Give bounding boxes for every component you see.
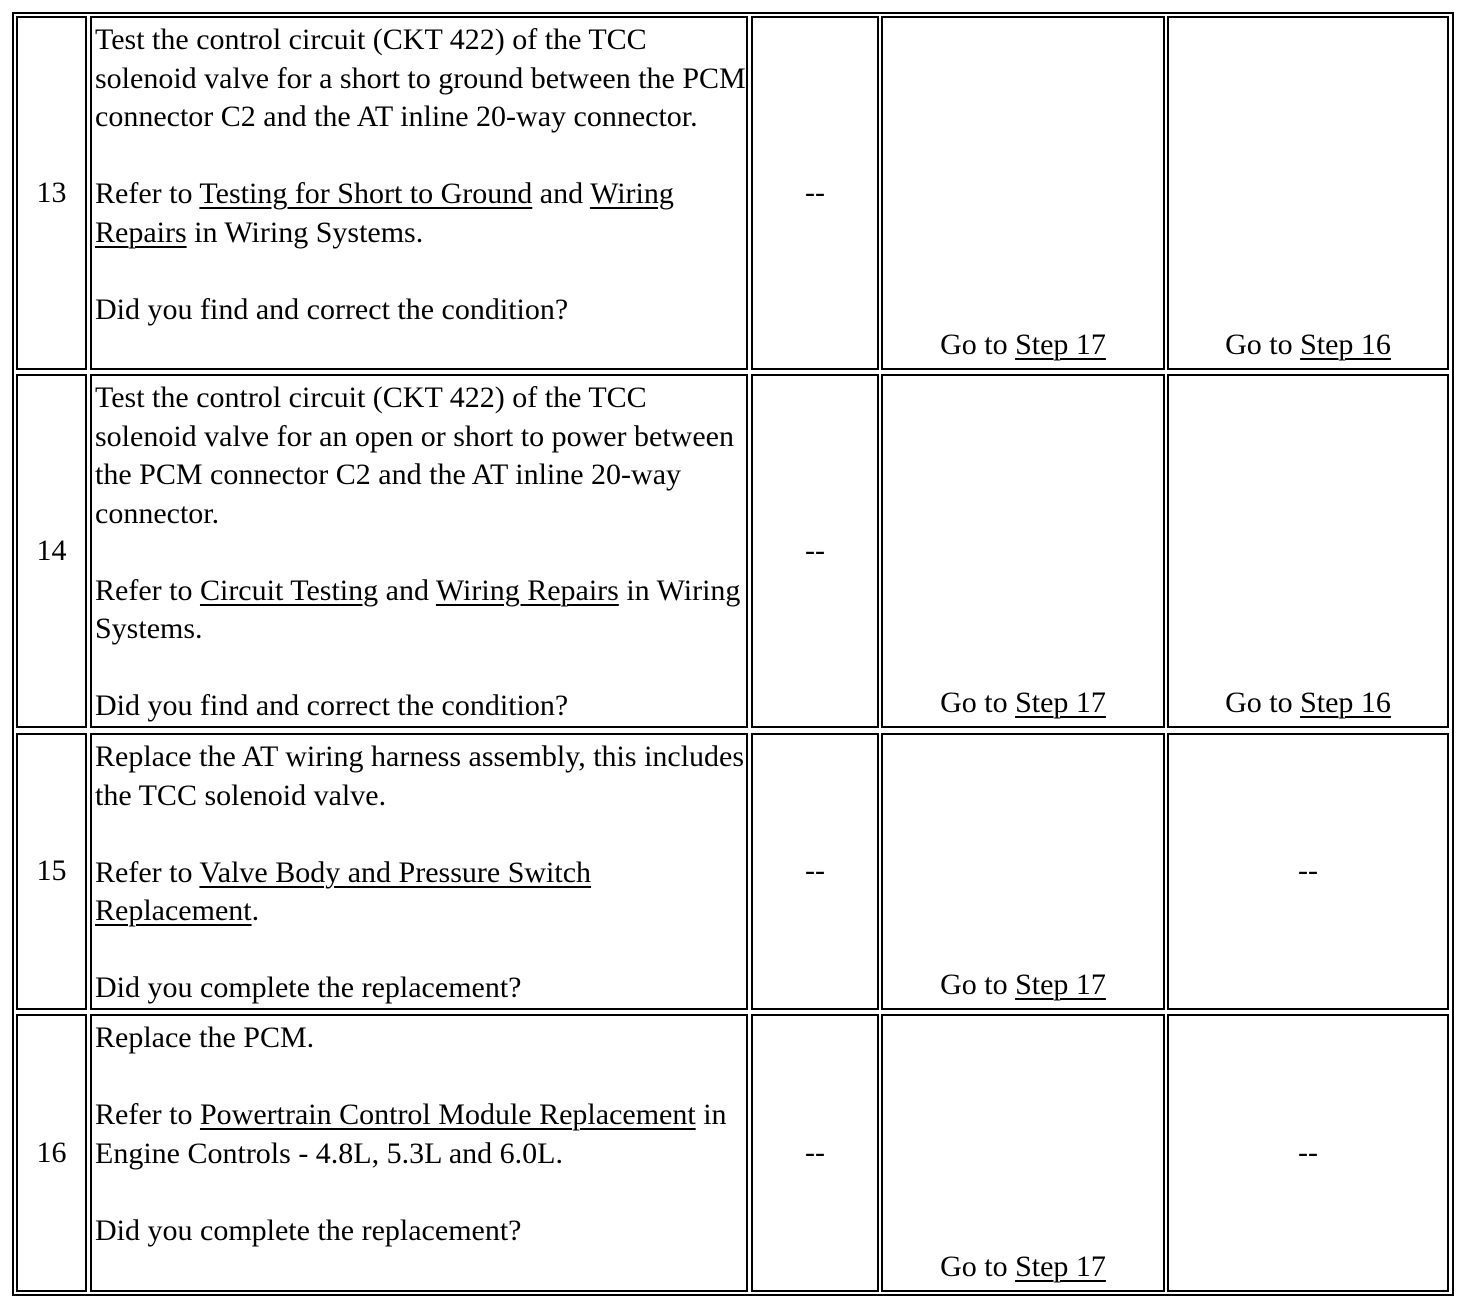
goto-prefix: Go to: [940, 327, 1016, 361]
value-text: --: [805, 1135, 825, 1169]
no-action-text: --: [1298, 1135, 1318, 1169]
action-text: Did you find and correct the condition?: [95, 689, 569, 722]
value-cell: [751, 1014, 879, 1292]
goto-step-link[interactable]: Step 16: [1300, 685, 1391, 719]
action-paragraph: [95, 969, 746, 1008]
action-paragraph: [95, 738, 746, 815]
reference-link[interactable]: Wiring Repairs: [435, 573, 619, 607]
step-number-cell: [16, 16, 87, 370]
action-text: in Wiring Systems.: [95, 573, 741, 645]
step-action-cell: [90, 733, 748, 1010]
goto-prefix: Go to: [1225, 685, 1301, 719]
action-paragraph: [95, 1212, 746, 1251]
goto-prefix: Go to: [940, 1249, 1016, 1283]
value-cell: [751, 733, 879, 1010]
step-action-cell: [90, 374, 748, 728]
yes-action-cell: [881, 1014, 1165, 1292]
action-text: Refer to: [95, 855, 200, 889]
value-text: --: [805, 854, 825, 888]
goto-step-link[interactable]: Step 17: [1015, 967, 1106, 1001]
step-number-cell: [16, 1014, 87, 1292]
action-text: Replace the PCM.: [95, 1021, 315, 1054]
action-text: Replace the AT wiring harness assembly, this includes the TCC solenoid valve.: [95, 740, 745, 812]
goto-yes: [940, 326, 1106, 365]
step-number: 16: [36, 1135, 67, 1169]
step-action-cell: [90, 16, 748, 370]
no-action-cell: [1167, 1014, 1449, 1292]
goto-prefix: Go to: [940, 967, 1016, 1001]
goto-no: [1225, 684, 1391, 723]
goto-step-link[interactable]: Step 17: [1015, 685, 1106, 719]
action-text: Did you find and correct the condition?: [95, 292, 569, 326]
value-text: --: [805, 533, 825, 567]
value-cell: [751, 374, 879, 728]
step-action-cell: [90, 1014, 748, 1292]
yes-action-cell: [881, 16, 1165, 370]
action-text: and: [532, 177, 591, 210]
step-number: 14: [36, 533, 67, 567]
action-text: Did you complete the replacement?: [95, 971, 522, 1004]
value-text: --: [805, 175, 825, 209]
action-paragraph: [95, 1096, 746, 1173]
goto-prefix: Go to: [1225, 327, 1301, 361]
action-text: .: [251, 894, 260, 927]
action-paragraph: [95, 854, 746, 931]
action-paragraph: [95, 1019, 746, 1058]
action-text: Did you complete the replacement?: [95, 1213, 522, 1247]
action-paragraph: [95, 687, 746, 726]
no-action-cell: [1167, 16, 1449, 370]
action-text: Test the control circuit (CKT 422) of the TCC solenoid valve for an open or short to power between the PCM connector C2 and the AT inline 20-way connector.: [95, 381, 734, 530]
goto-yes: [940, 966, 1106, 1005]
action-paragraph: [95, 175, 746, 252]
reference-link[interactable]: Testing for Short to Ground: [199, 177, 533, 210]
action-text: and: [378, 573, 436, 607]
goto-no: [1225, 326, 1391, 365]
goto-yes: [940, 684, 1106, 723]
action-text: in Wiring Systems.: [186, 215, 424, 249]
goto-step-link[interactable]: Step 17: [1015, 1249, 1106, 1283]
goto-yes: [940, 1248, 1106, 1287]
value-cell: [751, 16, 879, 370]
goto-prefix: Go to: [940, 685, 1016, 719]
action-paragraph: [95, 572, 746, 649]
action-paragraph: [95, 379, 746, 533]
action-paragraph: [95, 21, 746, 137]
goto-step-link[interactable]: Step 17: [1015, 327, 1106, 361]
step-number-cell: [16, 374, 87, 728]
action-text: Test the control circuit (CKT 422) of the TCC solenoid valve for a short to ground between the PCM connector C2 and the AT inline 20-way connector.: [95, 23, 746, 133]
no-action-cell: [1167, 733, 1449, 1010]
reference-link[interactable]: Valve Body and Pressure Switch Replacement: [95, 855, 592, 927]
action-paragraph: [95, 291, 746, 330]
reference-link[interactable]: Powertrain Control Module Replacement: [199, 1098, 696, 1131]
action-text: in Engine Controls - 4.8L, 5.3L and 6.0L.: [95, 1098, 727, 1170]
no-action-cell: [1167, 374, 1449, 728]
step-number: 13: [36, 175, 67, 209]
reference-link[interactable]: Wiring Repairs: [95, 177, 674, 249]
yes-action-cell: [881, 374, 1165, 728]
action-text: Refer to: [95, 177, 200, 210]
step-number: 15: [36, 854, 67, 888]
no-action-text: --: [1298, 854, 1318, 888]
reference-link[interactable]: Circuit Testing: [199, 573, 379, 607]
step-number-cell: [16, 733, 87, 1010]
action-text: Refer to: [95, 573, 200, 607]
action-text: Refer to: [95, 1098, 200, 1131]
goto-step-link[interactable]: Step 16: [1300, 327, 1391, 361]
yes-action-cell: [881, 733, 1165, 1010]
